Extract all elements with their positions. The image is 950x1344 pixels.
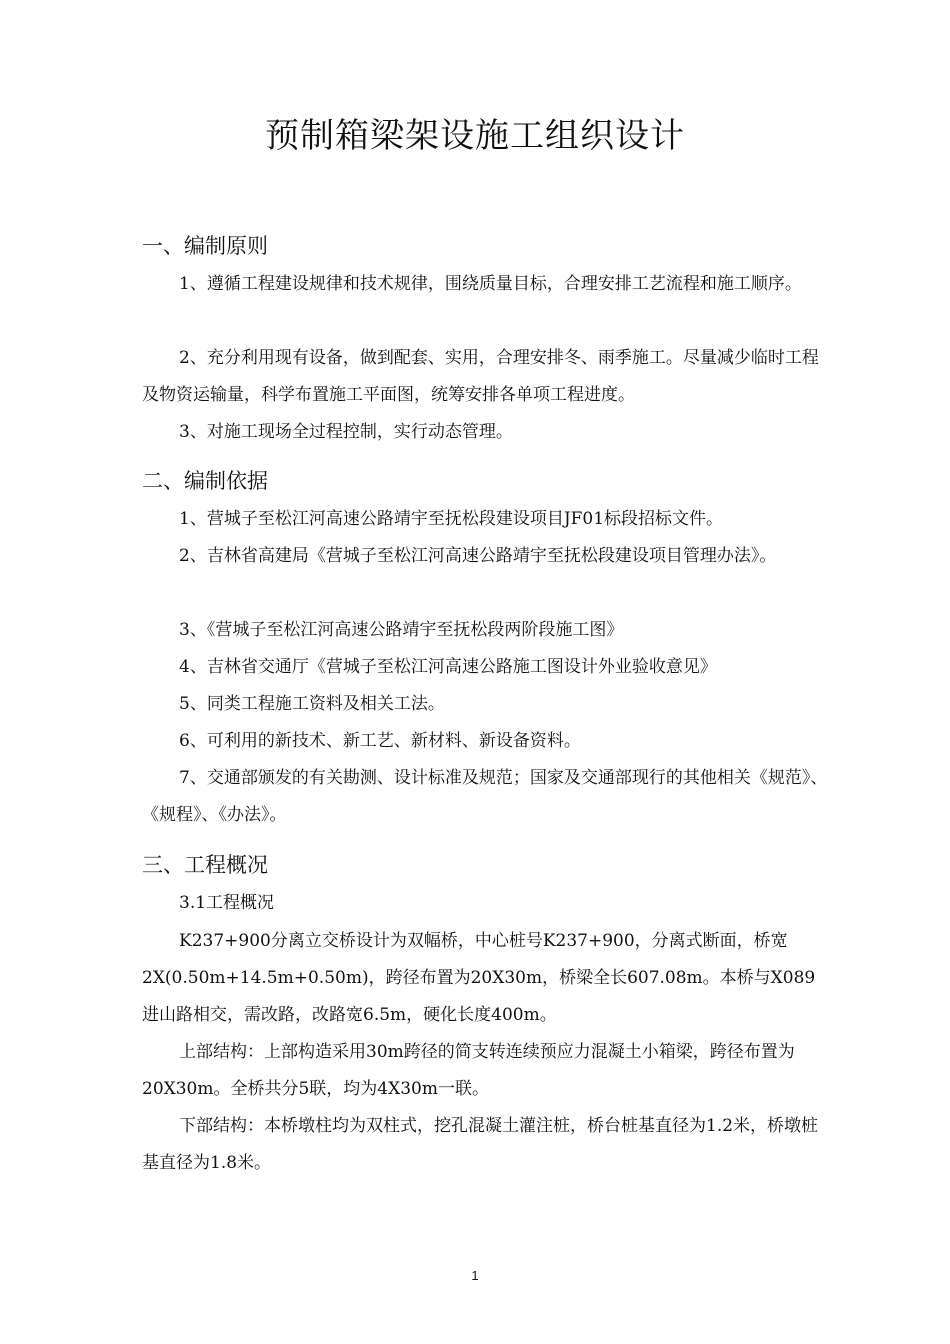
paragraph: 2、充分利用现有设备，做到配套、实用，合理安排冬、雨季施工。尽量减少临时工程及物资运输量，科学布置施工平面图，统筹安排各单项工程进度。 [142, 348, 819, 405]
paragraph: 4、吉林省交通厅《营城子至松江河高速公路施工图设计外业验收意见》 [179, 657, 717, 677]
paragraph: 3、对施工现场全过程控制，实行动态管理。 [179, 422, 513, 442]
paragraph: 1、营城子至松江河高速公路靖宇至抚松段建设项目JF01标段招标文件。 [179, 509, 724, 529]
document-title: 预制箱梁架设施工组织设计 [265, 116, 685, 156]
subsection-heading: 3.1工程概况 [179, 893, 275, 913]
section-heading-3: 三、工程概况 [142, 853, 268, 877]
paragraph: 3、《营城子至松江河高速公路靖宇至抚松段两阶段施工图》 [179, 620, 624, 640]
section-heading-1: 一、编制原则 [142, 234, 268, 258]
paragraph: 上部结构：上部构造采用30m跨径的简支转连续预应力混凝土小箱梁，跨径布置为20X30m。全桥共分5联，均为4X30m一联。 [142, 1042, 795, 1099]
paragraph: 7、交通部颁发的有关勘测、设计标准及规范；国家及交通部现行的其他相关《规范》、《规程》、《办法》。 [142, 768, 828, 825]
paragraph: 下部结构：本桥墩柱均为双柱式，挖孔混凝土灌注桩，桥台桩基直径为1.2米，桥墩桩基直径为1.8米。 [142, 1116, 819, 1173]
section-heading-2: 二、编制依据 [142, 469, 268, 493]
paragraph: K237+900分离立交桥设计为双幅桥，中心桩号K237+900，分离式断面，桥宽2X(0.50m+14.5m+0.50m)，跨径布置为20X30m，桥梁全长607.08m。本桥与X089进山路相交，需改路，改路宽6.5m，硬化长度400m。 [142, 931, 816, 1025]
page-number: 1 [471, 1268, 479, 1283]
paragraph: 5、同类工程施工资料及相关工法。 [179, 694, 445, 714]
paragraph: 1、遵循工程建设规律和技术规律，围绕质量目标，合理安排工艺流程和施工顺序。 [179, 274, 802, 294]
paragraph: 2、吉林省高建局《营城子至松江河高速公路靖宇至抚松段建设项目管理办法》。 [179, 546, 777, 566]
paragraph: 6、可利用的新技术、新工艺、新材料、新设备资料。 [179, 731, 581, 751]
